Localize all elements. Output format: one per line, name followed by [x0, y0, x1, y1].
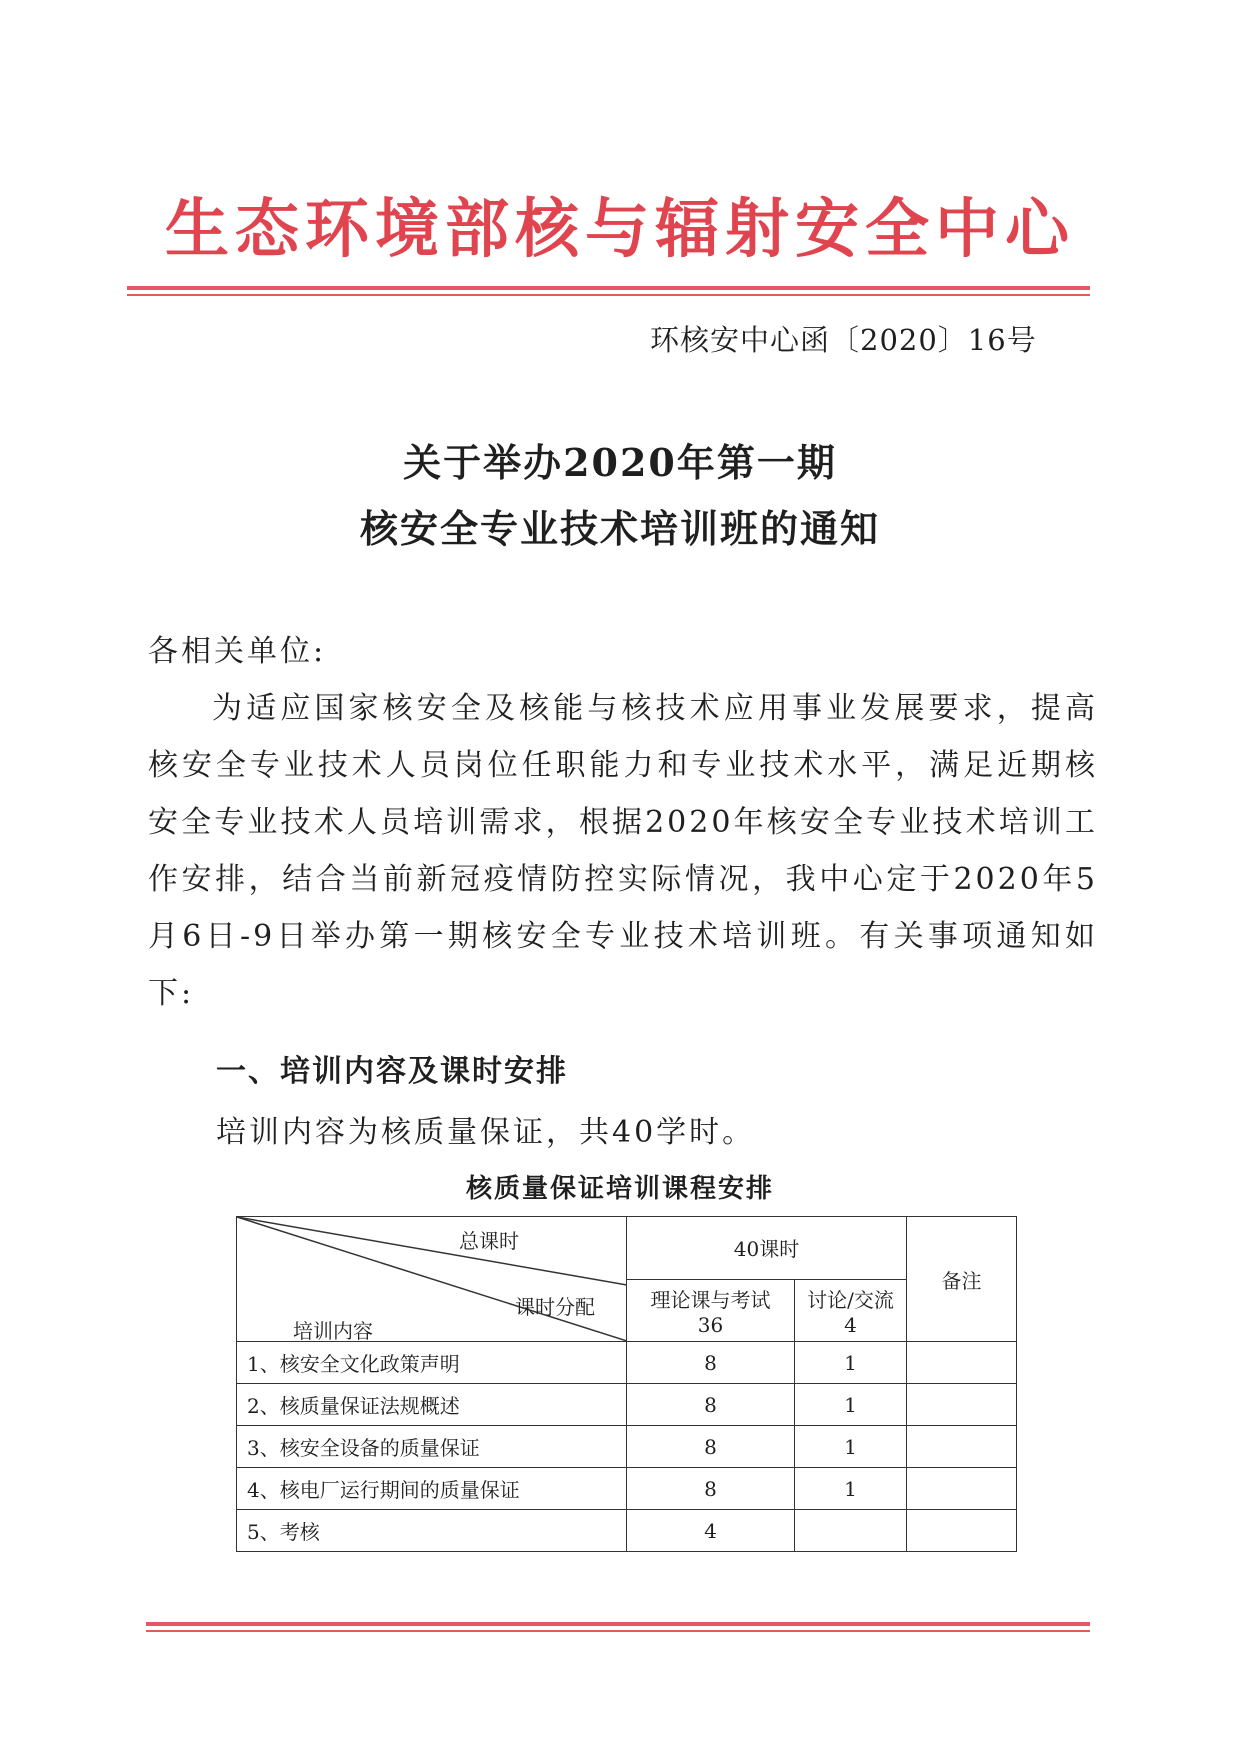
table-row — [237, 1384, 1017, 1426]
row-theory-hours: 8 — [627, 1426, 795, 1468]
total-hours-cell: 40课时 — [627, 1217, 907, 1280]
theory-header-hours: 36 — [697, 1312, 724, 1337]
intro-paragraph: 为适应国家核安全及核能与核技术应用事业发展要求，提高核安全专业技术人员岗位任职能力和专业技术水平，满足近期核安全专业技术人员培训需求，根据2020年核安全专业技术培训工作安排，结合当前新冠疫情防控实际情况，我中心定于2020年5月6日-9日举办第一期核安全专业技术培训班。有关事项通知如下: — [148, 691, 1098, 1011]
notice-title-line1: 关于举办2020年第一期 — [403, 440, 837, 485]
table-corner-cell — [237, 1217, 627, 1342]
row-theory-hours: 8 — [627, 1384, 795, 1426]
letterhead-top-rule — [127, 286, 1090, 290]
row-theory-hours: 8 — [627, 1468, 795, 1510]
row-discussion-hours — [795, 1510, 907, 1552]
discussion-header-cell — [795, 1279, 907, 1342]
discussion-header-hours: 4 — [844, 1312, 857, 1337]
document-number: 环核安中心函〔2020〕16号 — [650, 323, 1037, 357]
row-content: 1、核安全文化政策声明 — [237, 1342, 627, 1384]
remarks-header-cell: 备注 — [907, 1217, 1017, 1342]
row-content: 4、核电厂运行期间的质量保证 — [237, 1468, 627, 1510]
section-1-text: 培训内容为核质量保证，共40学时。 — [216, 1115, 756, 1150]
row-content: 3、核安全设备的质量保证 — [237, 1426, 627, 1468]
corner-label-total-hours: 总课时 — [459, 1229, 519, 1253]
row-content: 2、核质量保证法规概述 — [237, 1384, 627, 1426]
row-remarks — [907, 1468, 1017, 1510]
table-row — [237, 1468, 1017, 1510]
row-theory-hours: 8 — [627, 1342, 795, 1384]
table-row — [237, 1510, 1017, 1552]
section-heading-1: 一、培训内容及课时安排 — [216, 1054, 568, 1089]
letterhead-org-name: 生态环境部核与辐射安全中心 — [165, 193, 1075, 267]
row-remarks — [907, 1426, 1017, 1468]
row-theory-hours: 4 — [627, 1510, 795, 1552]
row-discussion-hours: 1 — [795, 1426, 907, 1468]
theory-header-cell — [627, 1279, 795, 1342]
discussion-header-label: 讨论/交流 — [807, 1287, 894, 1312]
course-schedule-table — [236, 1216, 1017, 1552]
page-bottom-rule — [146, 1622, 1090, 1626]
row-discussion-hours: 1 — [795, 1342, 907, 1384]
table-row — [237, 1342, 1017, 1384]
theory-header-label: 理论课与考试 — [650, 1287, 771, 1312]
row-remarks — [907, 1342, 1017, 1384]
corner-label-training-content: 培训内容 — [293, 1319, 373, 1343]
table-row — [237, 1426, 1017, 1468]
row-content: 5、考核 — [237, 1510, 627, 1552]
table-header-row-1 — [237, 1217, 1017, 1280]
notice-title-line2: 核安全专业技术培训班的通知 — [359, 506, 880, 551]
row-remarks — [907, 1384, 1017, 1426]
row-discussion-hours: 1 — [795, 1384, 907, 1426]
corner-label-hour-allocation: 课时分配 — [515, 1295, 595, 1319]
row-discussion-hours: 1 — [795, 1468, 907, 1510]
row-remarks — [907, 1510, 1017, 1552]
table-caption: 核质量保证培训课程安排 — [465, 1174, 774, 1204]
salutation: 各相关单位: — [148, 634, 327, 669]
